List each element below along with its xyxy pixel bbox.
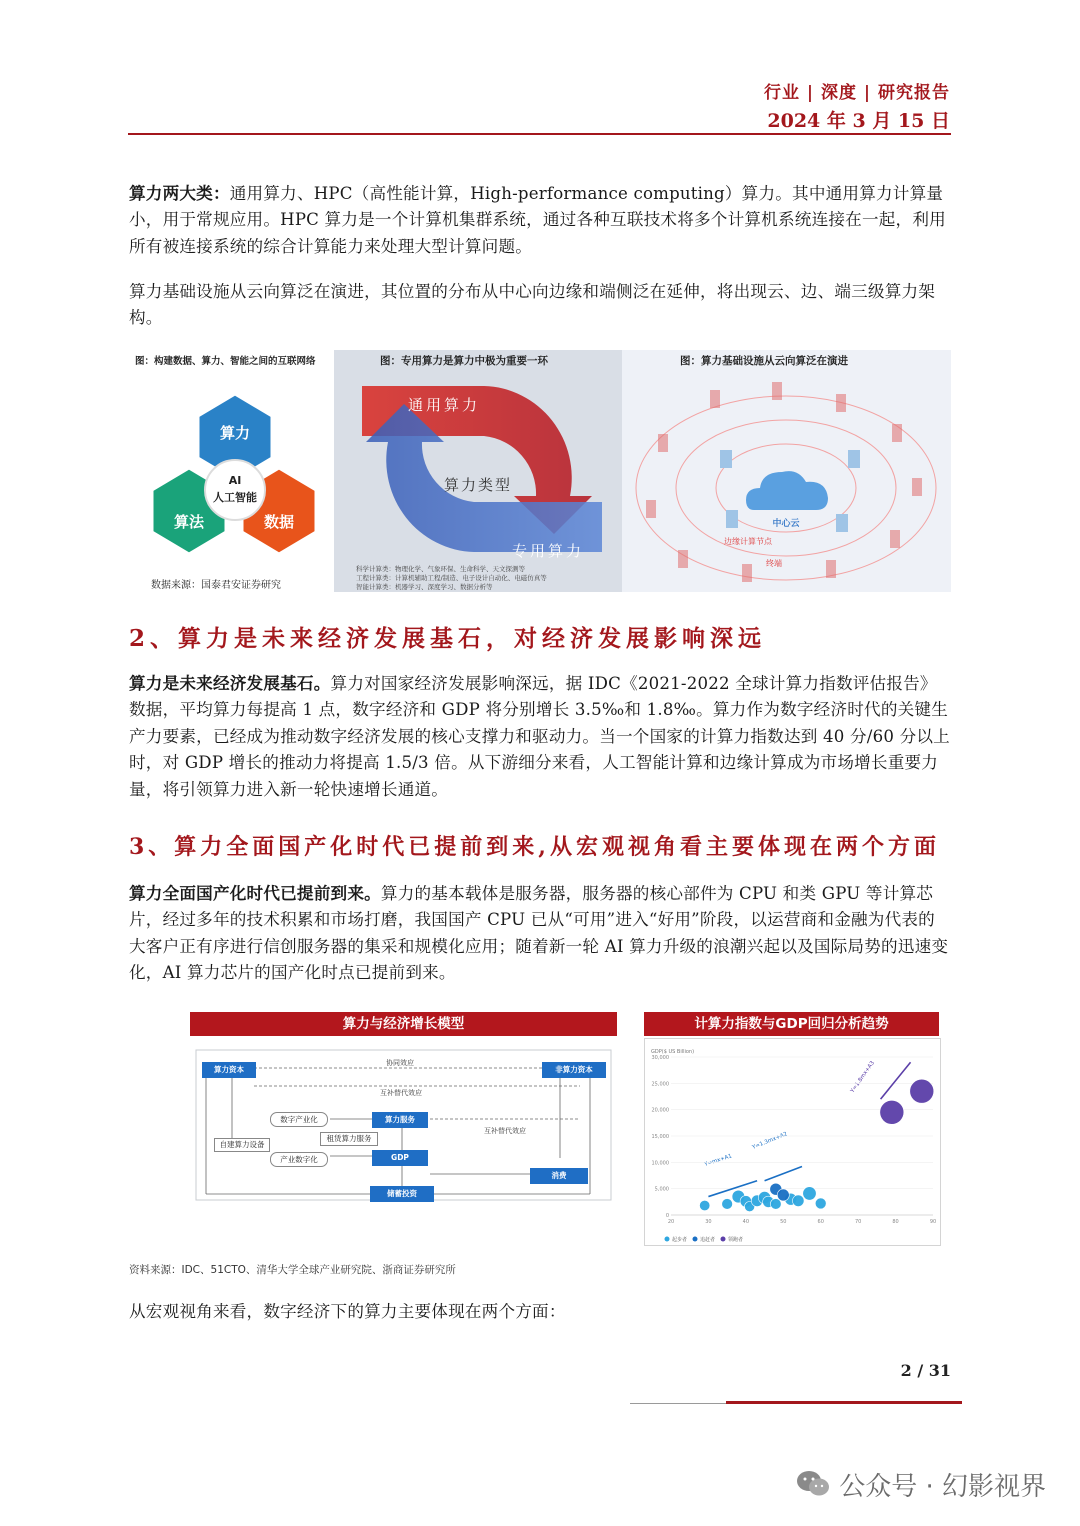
center-label-ai: AI xyxy=(228,474,242,487)
trend-label-1: Y=mx+A1 xyxy=(703,1153,733,1168)
paragraph-lead: 算力全面国产化时代已提前到来。 xyxy=(129,883,381,903)
note-science: 科学计算类：物理化学、气象环保、生命科学、天文探测等 xyxy=(356,565,525,573)
report-date: 2024 年 3 月 15 日 xyxy=(767,110,950,132)
node-self-build: 自建算力设备 xyxy=(214,1138,270,1152)
x-tick-label: 80 xyxy=(892,1219,899,1225)
y-tick-label: 25,000 xyxy=(651,1081,669,1088)
data-point xyxy=(910,1079,934,1103)
legend-starter: 起步者 xyxy=(672,1237,688,1243)
trend-line xyxy=(881,1062,911,1099)
legend-leader: 领跑者 xyxy=(728,1237,744,1243)
paragraph-infrastructure xyxy=(129,279,951,332)
x-tick-label: 70 xyxy=(854,1219,862,1225)
panel-title: 图：算力基础设施从云向算泛在演进 xyxy=(680,355,848,367)
data-point xyxy=(792,1195,804,1207)
node-non-compute-capital: 非算力资本 xyxy=(542,1062,606,1078)
cycle-arrow-diagram xyxy=(334,350,622,592)
section-heading-2: 2、算力是未来经济发展基石，对经济发展影响深远 xyxy=(129,625,767,652)
watermark xyxy=(795,1466,1046,1506)
report-tag: 行业 | 深度 | 研究报告 xyxy=(763,83,950,103)
legend-chaser: 追赶者 xyxy=(700,1237,716,1243)
chart-legend xyxy=(665,1236,744,1243)
paragraph-body: 算力的基本载体是服务器，服务器的核心部件为 CPU 和类 GPU 等计算芯片，经过多年的技术积累和市场打磨，我国国产 CPU 已从“可用”进入“好用”阶段，以运营商和金融为代表的大客户正有序进行信创服务器的集采和规模化应用；随着新一轮 AI 算力升级的浪潮兴起以及国际局势的迅速变化，AI 算力芯片的国产化时点已提前到来。 xyxy=(129,884,949,983)
label-synergy: 协同效应 xyxy=(386,1059,414,1067)
paragraph-lead: 算力是未来经济发展基石。 xyxy=(129,673,331,693)
panel-title: 图：构建数据、算力、智能之间的互联网络 xyxy=(135,356,316,367)
node-gdp: GDP xyxy=(372,1150,428,1166)
data-point xyxy=(699,1200,709,1210)
header-rule xyxy=(128,133,951,135)
label-terminal: 终端 xyxy=(766,559,782,568)
label-general-compute: 通用算力 xyxy=(408,396,481,414)
label-mutual-sub: 互补替代效应 xyxy=(484,1127,526,1135)
node-rent-service: 租赁算力服务 xyxy=(320,1132,378,1146)
panel-source: 数据来源：国泰君安证券研究 xyxy=(151,580,281,591)
hex-label-compute: 算力 xyxy=(219,424,251,442)
figure-strip xyxy=(129,350,951,592)
wechat-icon xyxy=(795,1469,831,1506)
cloud-edge-diagram xyxy=(622,350,951,592)
data-point xyxy=(770,1199,781,1210)
trend-label-3: Y=1.8mx+A3 xyxy=(849,1060,876,1095)
node-digital-industrialization: 数字产业化 xyxy=(270,1112,328,1127)
label-edge-node: 边缘计算节点 xyxy=(724,537,772,546)
note-engineering: 工程计算类：计算机辅助工程/制造、电子设计自动化、电磁仿真等 xyxy=(356,574,547,582)
y-tick-label: 5,000 xyxy=(654,1186,669,1193)
paragraph-section-2 xyxy=(129,670,951,803)
y-tick-label: 30,000 xyxy=(651,1055,669,1061)
figure-title-model: 算力与经济增长模型 xyxy=(190,1012,617,1036)
y-axis-label: GDP($ US Billion) xyxy=(651,1049,695,1055)
y-tick-label: 10,000 xyxy=(651,1160,669,1167)
y-tick-label: 20,000 xyxy=(651,1107,669,1114)
data-point xyxy=(803,1187,816,1200)
figure-panel-ai-network xyxy=(129,350,334,592)
center-label-ai-cn: 人工智能 xyxy=(213,491,257,504)
hexagon-diagram xyxy=(129,350,334,592)
page-number: 2 / 31 xyxy=(900,1361,951,1380)
data-point xyxy=(815,1198,826,1209)
paragraph-compute-types xyxy=(129,180,951,260)
note-intelligence: 智能计算类：机器学习、深度学习、数据分析等 xyxy=(356,583,493,591)
label-center-cloud: 中心云 xyxy=(772,519,800,529)
x-tick-label: 30 xyxy=(705,1219,712,1225)
x-tick-label: 50 xyxy=(780,1219,787,1225)
y-tick-label: 0 xyxy=(665,1213,669,1219)
scatter-chart-frame xyxy=(644,1038,941,1246)
x-tick-label: 20 xyxy=(667,1219,675,1225)
paragraph-body: 通用算力、HPC（高性能计算，High-performance computing）算力。其中通用算力计算量小，用于常规应用。HPC 算力是一个计算机集群系统，通过各种互联技术将多个计算机系统连接在一起，利用所有被连接系统的综合计算能力来处理大型计算问题。 xyxy=(129,184,946,256)
label-compute-type: 算力类型 xyxy=(443,476,513,494)
paragraph-lead: 算力两大类： xyxy=(129,183,230,203)
paragraph-body: 算力基础设施从云向算泛在演进，其位置的分布从中心向边缘和端侧泛在延伸，将出现云、边、端三级算力架构。 xyxy=(129,282,936,328)
watermark-text: 公众号 · 幻影视界 xyxy=(839,1472,1046,1502)
y-tick-label: 15,000 xyxy=(651,1134,669,1140)
figure-source-note: 资料来源：IDC、51CTO、清华大学全球产业研究院、浙商证券研究所 xyxy=(129,1264,456,1276)
hex-label-data: 数据 xyxy=(263,513,295,531)
figure-panel-cloud-edge xyxy=(622,350,951,592)
x-tick-label: 40 xyxy=(742,1219,750,1225)
node-industrial-digitalization: 产业数字化 xyxy=(270,1152,328,1167)
data-point xyxy=(777,1189,789,1201)
data-point xyxy=(722,1199,733,1210)
paragraph-section-3 xyxy=(129,880,951,987)
figure-title-chart: 计算力指数与GDP回归分析趋势 xyxy=(644,1012,939,1036)
panel-title: 图：专用算力是算力中极为重要一环 xyxy=(380,355,548,367)
node-compute-service: 算力服务 xyxy=(372,1112,428,1128)
paragraph-body: 算力对国家经济发展影响深远，据 IDC《2021-2022 全球计算力指数评估报告》数据，平均算力每提高 1 点，数字经济和 GDP 将分别增长 3.5‰和 1.8‰。算力作为数字经济时代的关键生产力要素，已经成为推动数字经济发展的核心支撑力和驱动力。当一个国家的计算力指数达到 40 分/60 分以上时，对 GDP 增长的推动力将提高 1.5/3 倍。从下游细分来看，人工智能计算和边缘计算成为市场增长重要力量，将引领算力进入新一轮快速增长通道。 xyxy=(129,674,950,799)
node-consumption: 消费 xyxy=(530,1168,588,1184)
node-savings-investment: 储蓄投资 xyxy=(370,1186,434,1202)
label-complement-sub: 互补替代效应 xyxy=(380,1089,422,1097)
trend-label-2: Y=1.3mx+A2 xyxy=(751,1131,789,1151)
x-tick-label: 90 xyxy=(929,1219,937,1225)
paragraph-closing: 从宏观视角来看，数字经济下的算力主要体现在两个方面： xyxy=(129,1302,566,1321)
label-special-compute: 专用算力 xyxy=(512,542,585,560)
section-heading-3: 3、算力全面国产化时代已提前到来,从宏观视角看主要体现在两个方面 xyxy=(129,834,940,860)
x-tick-label: 60 xyxy=(817,1219,824,1225)
footer-accent-rule xyxy=(726,1401,962,1404)
trend-line xyxy=(765,1167,802,1181)
figure-panel-compute-types xyxy=(334,350,622,592)
scatter-chart xyxy=(645,1039,940,1245)
data-point xyxy=(880,1100,904,1124)
flow-diagram xyxy=(190,1044,617,1206)
hex-label-algorithm: 算法 xyxy=(173,513,205,531)
node-compute-capital: 算力资本 xyxy=(202,1062,256,1078)
